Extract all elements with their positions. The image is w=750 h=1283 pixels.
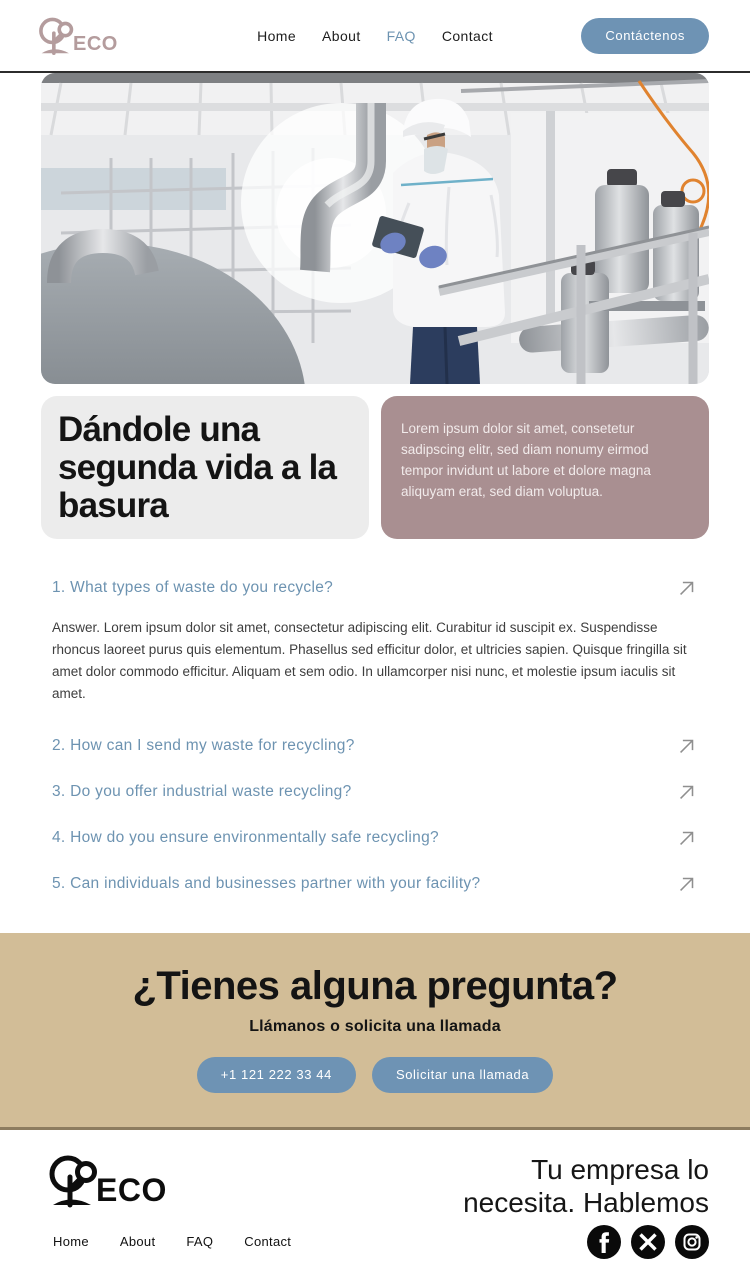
nav-faq[interactable]: FAQ [386, 27, 416, 44]
x-twitter-icon[interactable] [631, 1225, 665, 1259]
header-logo[interactable] [33, 13, 118, 59]
faq-item-2[interactable] [52, 735, 698, 757]
footer-tagline: Tu empresa lo necesita. Hablemos [463, 1153, 709, 1218]
nav-contact[interactable]: Contact [441, 27, 493, 44]
logo-wordmark: ECO [73, 32, 118, 55]
faq-item-4[interactable] [52, 827, 698, 849]
footer-nav-about[interactable]: About [119, 1234, 156, 1250]
faq-answer-1: Answer. Lorem ipsum dolor sit amet, consectetur adipiscing elit. Curabitur id suscipit ex. Suspendisse rhoncus laoreet purus quis elementum. Phasellus sed efficitur dolor, et ultricies sapien. Quisque fringilla sit amet dolor commodo efficitur. Aliquam et sem odio. In ullamcorper nisi nunc, et molestie ipsum iaculis sit amet. [52, 620, 687, 701]
faq-question-5: 5. Can individuals and businesses partner with your facility? [52, 874, 481, 892]
page-title: Dándole una segunda vida a la basura [58, 410, 337, 526]
cta-heading: ¿Tienes alguna pregunta? [132, 963, 618, 1008]
main-content [0, 73, 750, 895]
arrow-up-right-icon [676, 735, 698, 757]
faq-question-1: 1. What types of waste do you recycle? [52, 579, 334, 597]
faq-list [41, 577, 709, 894]
intro-row [41, 396, 709, 539]
faq-item-3[interactable] [52, 781, 698, 803]
intro-heading-card [41, 396, 369, 539]
hero-image [41, 73, 709, 384]
social-links [587, 1225, 709, 1259]
contact-us-button[interactable]: Contáctenos [581, 18, 709, 54]
nav-home[interactable]: Home [257, 27, 297, 44]
footer-nav-contact[interactable]: Contact [244, 1234, 292, 1250]
intro-text: Lorem ipsum dolor sit amet, consetetur sadipscing elitr, sed diam nonumy eirmod tempor invidunt ut labore et dolore magna aliquyam erat, sed diam voluptua. [401, 421, 651, 499]
faq-question-4: 4. How do you ensure environmentally safe recycling? [52, 828, 439, 846]
arrow-up-right-icon [676, 873, 698, 895]
cta-section [0, 933, 750, 1130]
footer-nav-faq[interactable]: FAQ [186, 1234, 214, 1250]
nav-about[interactable]: About [322, 27, 361, 44]
intro-text-card [381, 396, 709, 539]
logo-wordmark: ECO [96, 1171, 167, 1208]
facebook-icon[interactable] [587, 1225, 621, 1259]
header-nav [257, 28, 493, 44]
request-call-button[interactable]: Solicitar una llamada [372, 1057, 553, 1093]
cta-subheading: Llámanos o solicita una llamada [249, 1017, 501, 1035]
arrow-up-right-icon [676, 827, 698, 849]
site-header [0, 0, 750, 71]
faq-item-5[interactable] [52, 873, 698, 895]
arrow-up-right-icon [676, 781, 698, 803]
faq-item-1[interactable] [52, 577, 698, 599]
footer-nav [41, 1234, 291, 1249]
footer-logo[interactable] [41, 1149, 167, 1213]
faq-question-2: 2. How can I send my waste for recycling? [52, 736, 355, 754]
cta-buttons [0, 1057, 750, 1093]
instagram-icon[interactable] [675, 1225, 709, 1259]
site-footer [0, 1130, 750, 1283]
arrow-up-right-icon [676, 577, 698, 599]
faq-question-3: 3. Do you offer industrial waste recycling? [52, 782, 352, 800]
footer-nav-home[interactable]: Home [53, 1234, 89, 1250]
phone-button[interactable]: +1 121 222 33 44 [197, 1057, 356, 1093]
